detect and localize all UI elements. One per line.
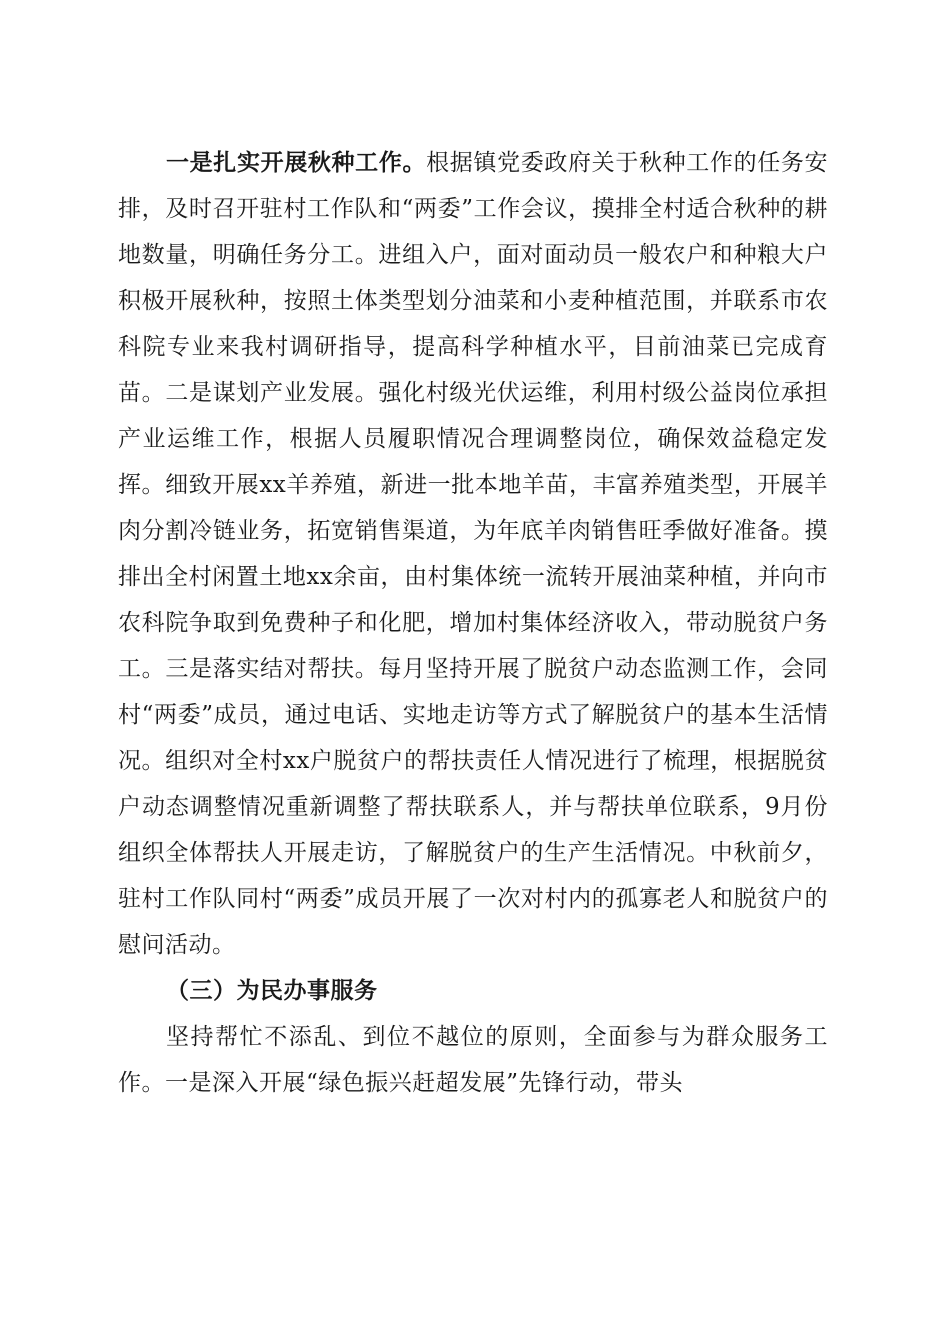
document-page (118, 140, 828, 1106)
paragraph-autumn-sowing (118, 140, 828, 968)
paragraph-service: 坚持帮忙不添乱、到位不越位的原则，全面参与为群众服务工作。一是深入开展“绿色振兴赶超发展”先锋行动，带头 (118, 1024, 828, 1096)
paragraph-lead: 一是扎实开展秋种工作。 (166, 149, 427, 176)
paragraph-body: 根据镇党委政府关于秋种工作的任务安排，及时召开驻村工作队和“两委”工作会议，摸排全村适合秋种的耕地数量，明确任务分工。进组入户，面对面动员一般农户和种粮大户积极开展秋种，按照土体类型划分油菜和小麦种植范围，并联系市农科院专业来我村调研指导，提高科学种植水平，目前油菜已完成育苗。二是谋划产业发展。强化村级光伏运维，利用村级公益岗位承担产业运维工作，根据人员履职情况合理调整岗位，确保效益稳定发挥。细致开展xx羊养殖，新进一批本地羊苗，丰富养殖类型，开展羊肉分割冷链业务，拓宽销售渠道，为年底羊肉销售旺季做好准备。摸排出全村闲置土地xx余亩，由村集体统一流转开展油菜种植，并向市农科院争取到免费种子和化肥，增加村集体经济收入，带动脱贫户务工。三是落实结对帮扶。每月坚持开展了脱贫户动态监测工作，会同村“两委”成员，通过电话、实地走访等方式了解脱贫户的基本生活情况。组织对全村xx户脱贫户的帮扶责任人情况进行了梳理，根据脱贫户动态调整情况重新调整了帮扶联系人，并与帮扶单位联系，9月份组织全体帮扶人开展走访，了解脱贫户的生产生活情况。中秋前夕，驻村工作队同村“两委”成员开展了一次对村内的孤寡老人和脱贫户的慰问活动。 (118, 150, 829, 958)
section-heading: （三）为民办事服务 (166, 977, 378, 1004)
